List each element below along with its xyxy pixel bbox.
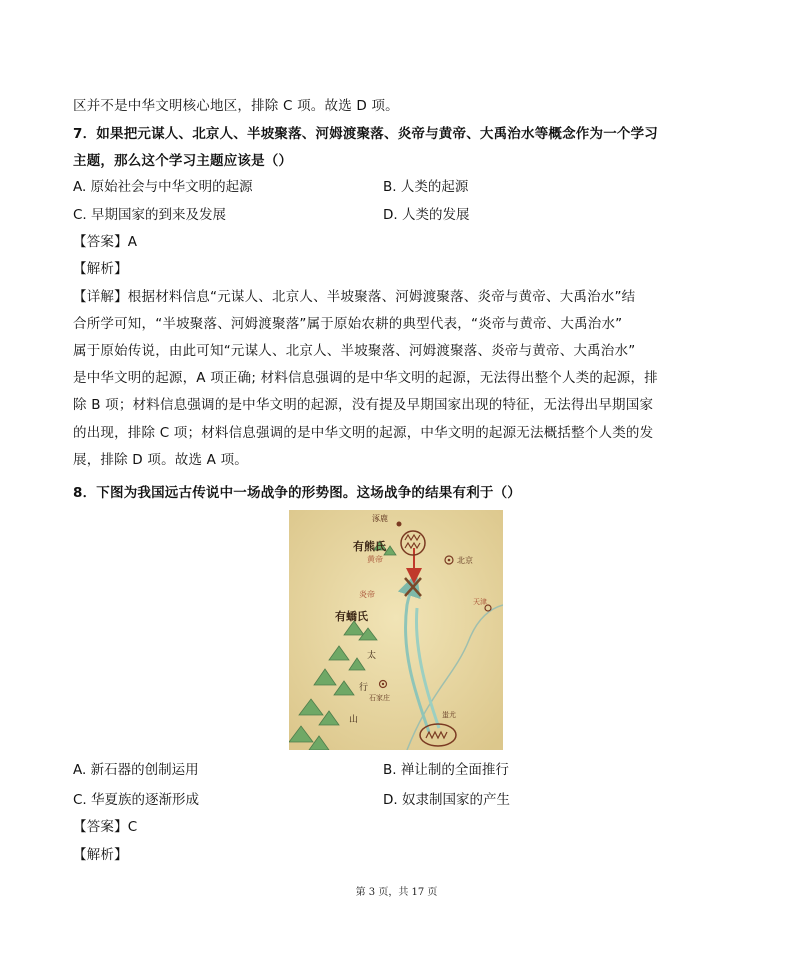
zhuolu-marker [397,522,402,527]
page-footer: 第 3 页，共 17 页 [355,887,438,898]
q8-option-d: D. 奴隶制国家的产生 [383,792,510,808]
question-7-line-2: 主题，那么这个学习主题应该是（） [73,153,293,169]
q7-detail-line-5: 除 B 项；材料信息强调的是中华文明的起源，没有提及早期国家出现的特征，无法得出早期国家 [73,397,654,413]
label-huangdi: 黄帝 [367,555,383,564]
q7-detail-line-3: 属于原始传说，由此可知“元谋人、北京人、半坡聚落、河姆渡聚落、炎帝与黄帝、大禹治水” [73,343,636,359]
q8-option-a: A. 新石器的创制运用 [73,762,199,778]
label-chiyou: 蚩尤 [442,711,456,719]
q7-detail-line-2: 合所学可知，“半坡聚落、河姆渡聚落”属于原始农耕的典型代表，“炎帝与黄帝、大禹治水” [73,316,623,332]
q8-answer: 【答案】C [73,819,138,835]
question-8: 8．下图为我国远古传说中一场战争的形势图。这场战争的结果有利于（） [73,485,521,501]
battle-map-svg [289,510,503,750]
q7-analysis-heading: 【解析】 [73,261,128,277]
label-hang: 行 [359,683,369,693]
label-beijing: 北京 [457,556,473,565]
q8-option-b: B. 禅让制的全面推行 [383,762,509,778]
label-youjiao: 有蟜氏 [335,610,368,623]
battle-map-figure [289,510,503,750]
text-line-1: 区并不是中华文明核心地区，排除 C 项。故选 D 项。 [73,98,399,114]
q7-detail-line-7: 展，排除 D 项。故选 A 项。 [73,452,248,468]
label-shan: 山 [349,715,359,725]
label-tianjin: 天津 [473,598,487,606]
q7-option-a: A. 原始社会与中华文明的起源 [73,179,253,195]
q7-detail-line-1: 【详解】根据材料信息“元谋人、北京人、半坡聚落、河姆渡聚落、炎帝与黄帝、大禹治水”结 [73,289,636,305]
q7-option-c: C. 早期国家的到来及发展 [73,207,227,223]
q7-detail-line-6: 的出现，排除 C 项；材料信息强调的是中华文明的起源，中华文明的起源无法概括整个人类的发 [73,425,654,441]
label-zhuolu: 涿鹿 [372,514,388,523]
q8-analysis-heading: 【解析】 [73,847,128,863]
question-7-line-1: 7．如果把元谋人、北京人、半坡聚落、河姆渡聚落、炎帝与黄帝、大禹治水等概念作为一个学习 [73,126,658,142]
q7-answer: 【答案】A [73,234,138,250]
q8-option-c: C. 华夏族的逐渐形成 [73,792,200,808]
q7-detail-line-4: 是中华文明的起源，A 项正确; 材料信息强调的是中华文明的起源，无法得出整个人类的起源，排 [73,370,658,386]
q7-option-b: B. 人类的起源 [383,179,469,195]
label-shijiazhuang: 石家庄 [369,694,390,702]
label-youxiong: 有熊氏 [353,540,386,553]
label-tai: 太 [367,651,377,661]
q7-option-d: D. 人类的发展 [383,207,470,223]
label-yandi: 炎帝 [359,590,375,599]
